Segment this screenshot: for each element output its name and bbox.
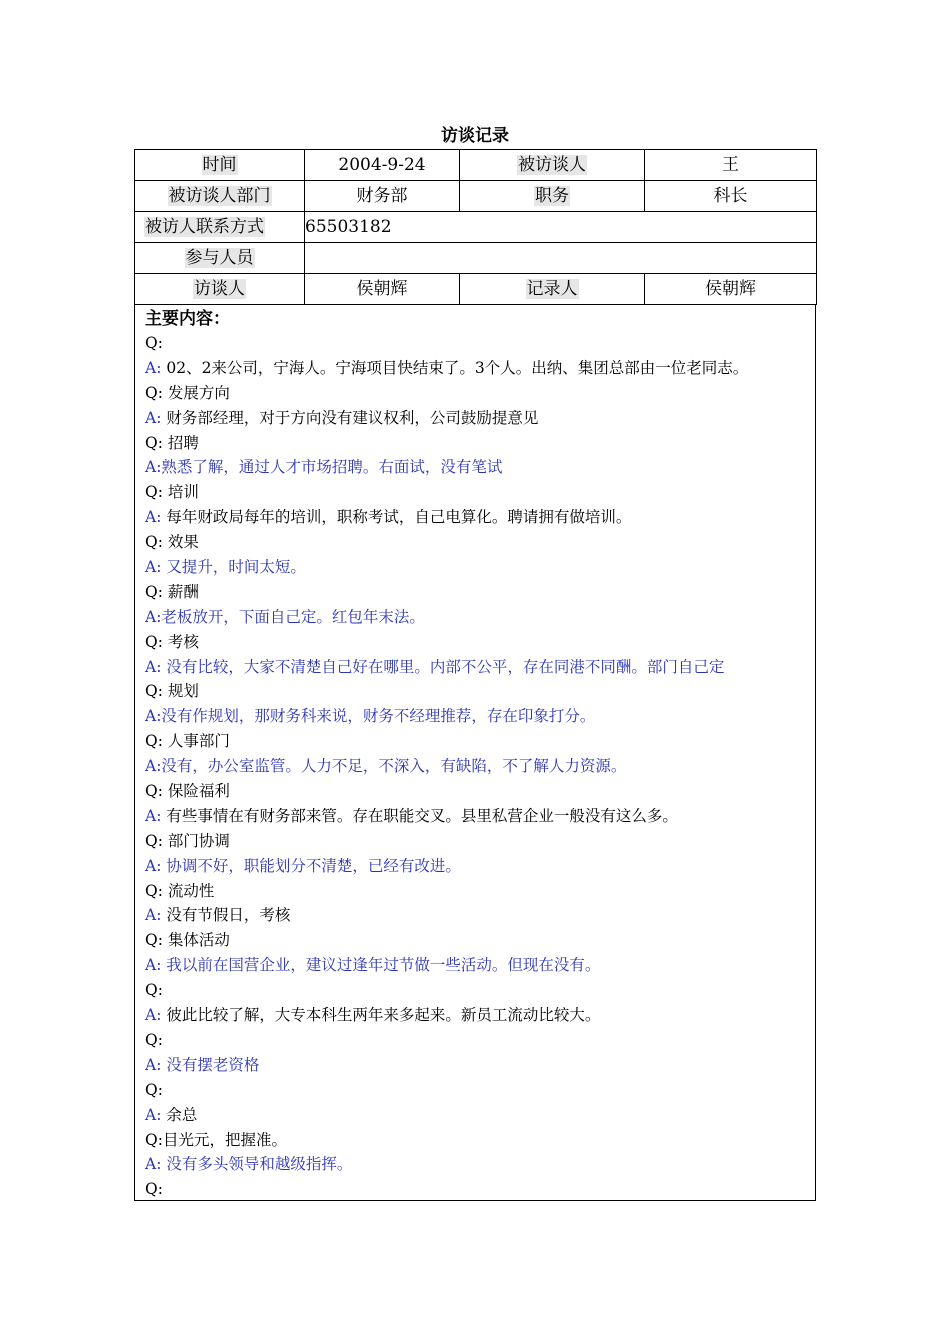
answer-text: 每年财政局每年的培训，职称考试，自己电算化。聘请拥有做培训。 [161,508,632,527]
answer-text: 02、2来公司，宁海人。宁海项目快结束了。3个人。出纳、集团总部由一位老同志。 [161,358,749,377]
question-text: 流动性 [162,881,215,900]
question-text: 人事部门 [162,732,230,751]
question-text: 发展方向 [162,383,230,402]
answer-line [145,1003,810,1028]
answer-line [145,605,810,630]
question-prefix: Q: [145,433,163,452]
answer-line [145,555,810,580]
answer-line [145,406,810,431]
info-row-participants [135,243,817,274]
question-line [145,1128,810,1153]
answer-text: 没有多头领导和越级指挥。 [161,1155,353,1174]
question-prefix: Q: [145,582,163,601]
answer-text: 财务部经理，对于方向没有建议权利，公司鼓励提意见 [161,408,539,427]
question-prefix: Q: [145,1180,163,1199]
question-line [145,630,810,655]
position-label-cell [460,181,645,212]
interviewer-value: 侯朝辉 [305,274,460,305]
question-prefix: Q: [145,383,163,402]
answer-text: 熟悉了解，通过人才市场招聘。右面试，没有笔试 [161,458,503,477]
interviewer-label: 访谈人 [194,279,245,299]
participants-label-cell [135,243,305,274]
question-prefix: Q: [145,483,163,502]
question-line [145,879,810,904]
question-prefix: Q: [145,1080,163,1099]
answer-prefix: A: [145,856,162,875]
answer-line [145,1103,810,1128]
recorder-label: 记录人 [526,279,578,299]
time-value: 2004-9-24 [305,150,460,181]
answer-prefix: A: [145,508,162,527]
question-line [145,530,810,555]
recorder-label-cell [460,274,645,305]
question-line [145,779,810,804]
answer-line [145,903,810,928]
question-text: 效果 [162,533,199,552]
answer-prefix: A: [145,757,162,776]
question-prefix: Q: [145,682,163,701]
answer-text: 没有作规划，那财务科来说，财务不经理推荐，存在印象打分。 [161,707,596,726]
question-prefix: Q: [145,782,163,801]
answer-prefix: A: [145,806,162,825]
answer-prefix: A: [145,1006,162,1025]
answer-line [145,655,810,680]
answer-prefix: A: [145,607,162,626]
answer-line [145,854,810,879]
question-line [145,381,810,406]
info-row-dept [135,181,817,212]
answer-prefix: A: [145,657,162,676]
interviewee-label: 被访谈人 [518,155,586,175]
answer-text: 没有比较，大家不清楚自己好在哪里。内部不公平，存在同港不同酬。部门自己定 [161,657,725,676]
contact-value: 65503182 [305,212,817,243]
question-prefix: Q: [145,1030,163,1049]
question-text: 招聘 [162,433,199,452]
answer-line [145,704,810,729]
answer-text: 余总 [161,1105,198,1124]
answer-line [145,505,810,530]
question-line [145,829,810,854]
answer-line [145,754,810,779]
qa-list [145,331,810,1202]
answer-prefix: A: [145,408,162,427]
dept-label-cell [135,181,305,212]
question-line [145,431,810,456]
question-prefix: Q: [145,334,163,352]
question-text: 规划 [162,682,199,701]
answer-line [145,804,810,829]
question-prefix: Q: [145,632,163,651]
question-text: 薪酬 [162,582,199,601]
answer-text: 没有节假日，考核 [161,906,291,925]
dept-value: 财务部 [305,181,460,212]
question-line [145,978,810,1003]
main-content-heading: 主要内容： [145,309,230,329]
info-row-contact [135,212,817,243]
question-line [145,1078,810,1103]
question-text: 考核 [162,632,199,651]
answer-line [145,953,810,978]
interview-info-table [134,149,817,305]
time-label-cell [135,150,305,181]
question-prefix: Q: [145,881,163,900]
question-line [145,729,810,754]
position-value: 科长 [645,181,817,212]
info-row-time [135,150,817,181]
answer-text: 没有摆老资格 [161,1055,260,1074]
question-line [145,679,810,704]
participants-value [305,243,817,274]
position-label: 职务 [535,186,569,206]
question-text: 部门协调 [162,831,230,850]
answer-text: 我以前在国营企业，建议过逢年过节做一些活动。但现在没有。 [161,956,601,975]
question-line [145,1177,810,1202]
recorder-value: 侯朝辉 [645,274,817,305]
answer-prefix: A: [145,1155,162,1174]
question-prefix: Q: [145,533,163,552]
question-text: 保险福利 [162,782,230,801]
question-text: 目光元，把握准。 [162,1130,287,1149]
question-line [145,1028,810,1053]
answer-prefix: A: [145,1055,162,1074]
info-row-interviewer [135,274,817,305]
answer-text: 没有，办公室监管。人力不足，不深入，有缺陷，不了解人力资源。 [161,757,627,776]
question-prefix: Q: [145,732,163,751]
contact-label-cell [135,212,305,243]
answer-prefix: A: [145,956,162,975]
interviewer-label-cell [135,274,305,305]
answer-prefix: A: [145,458,162,477]
answer-line [145,1053,810,1078]
main-content-box [134,304,816,1201]
question-line [145,580,810,605]
participants-label: 参与人员 [185,248,254,268]
answer-prefix: A: [145,707,162,726]
answer-text: 又提升，时间太短。 [161,558,306,577]
answer-line [145,455,810,480]
answer-line [145,356,810,381]
answer-prefix: A: [145,558,162,577]
question-line [145,331,810,356]
question-text: 集体活动 [162,931,230,950]
contact-label: 被访人联系方式 [145,217,264,237]
answer-text: 有些事情在有财务部来管。存在职能交叉。县里私营企业一般没有这么多。 [161,806,678,825]
answer-prefix: A: [145,906,162,925]
answer-prefix: A: [145,358,162,377]
question-line [145,480,810,505]
question-prefix: Q: [145,1130,163,1149]
answer-prefix: A: [145,1105,162,1124]
question-prefix: Q: [145,831,163,850]
dept-label: 被访谈人部门 [168,186,271,206]
answer-text: 老板放开，下面自己定。红包年末法。 [161,607,425,626]
question-prefix: Q: [145,981,163,1000]
answer-line [145,1152,810,1177]
interviewee-label-cell [460,150,645,181]
answer-text: 协调不好，职能划分不清楚，已经有改进。 [161,856,461,875]
document-title: 访谈记录 [441,126,509,146]
question-text: 培训 [162,483,199,502]
answer-text: 彼此比较了解，大专本科生两年来多起来。新员工流动比较大。 [161,1006,601,1025]
interviewee-value: 王 [645,150,817,181]
question-line [145,928,810,953]
question-prefix: Q: [145,931,163,950]
time-label: 时间 [202,155,237,175]
